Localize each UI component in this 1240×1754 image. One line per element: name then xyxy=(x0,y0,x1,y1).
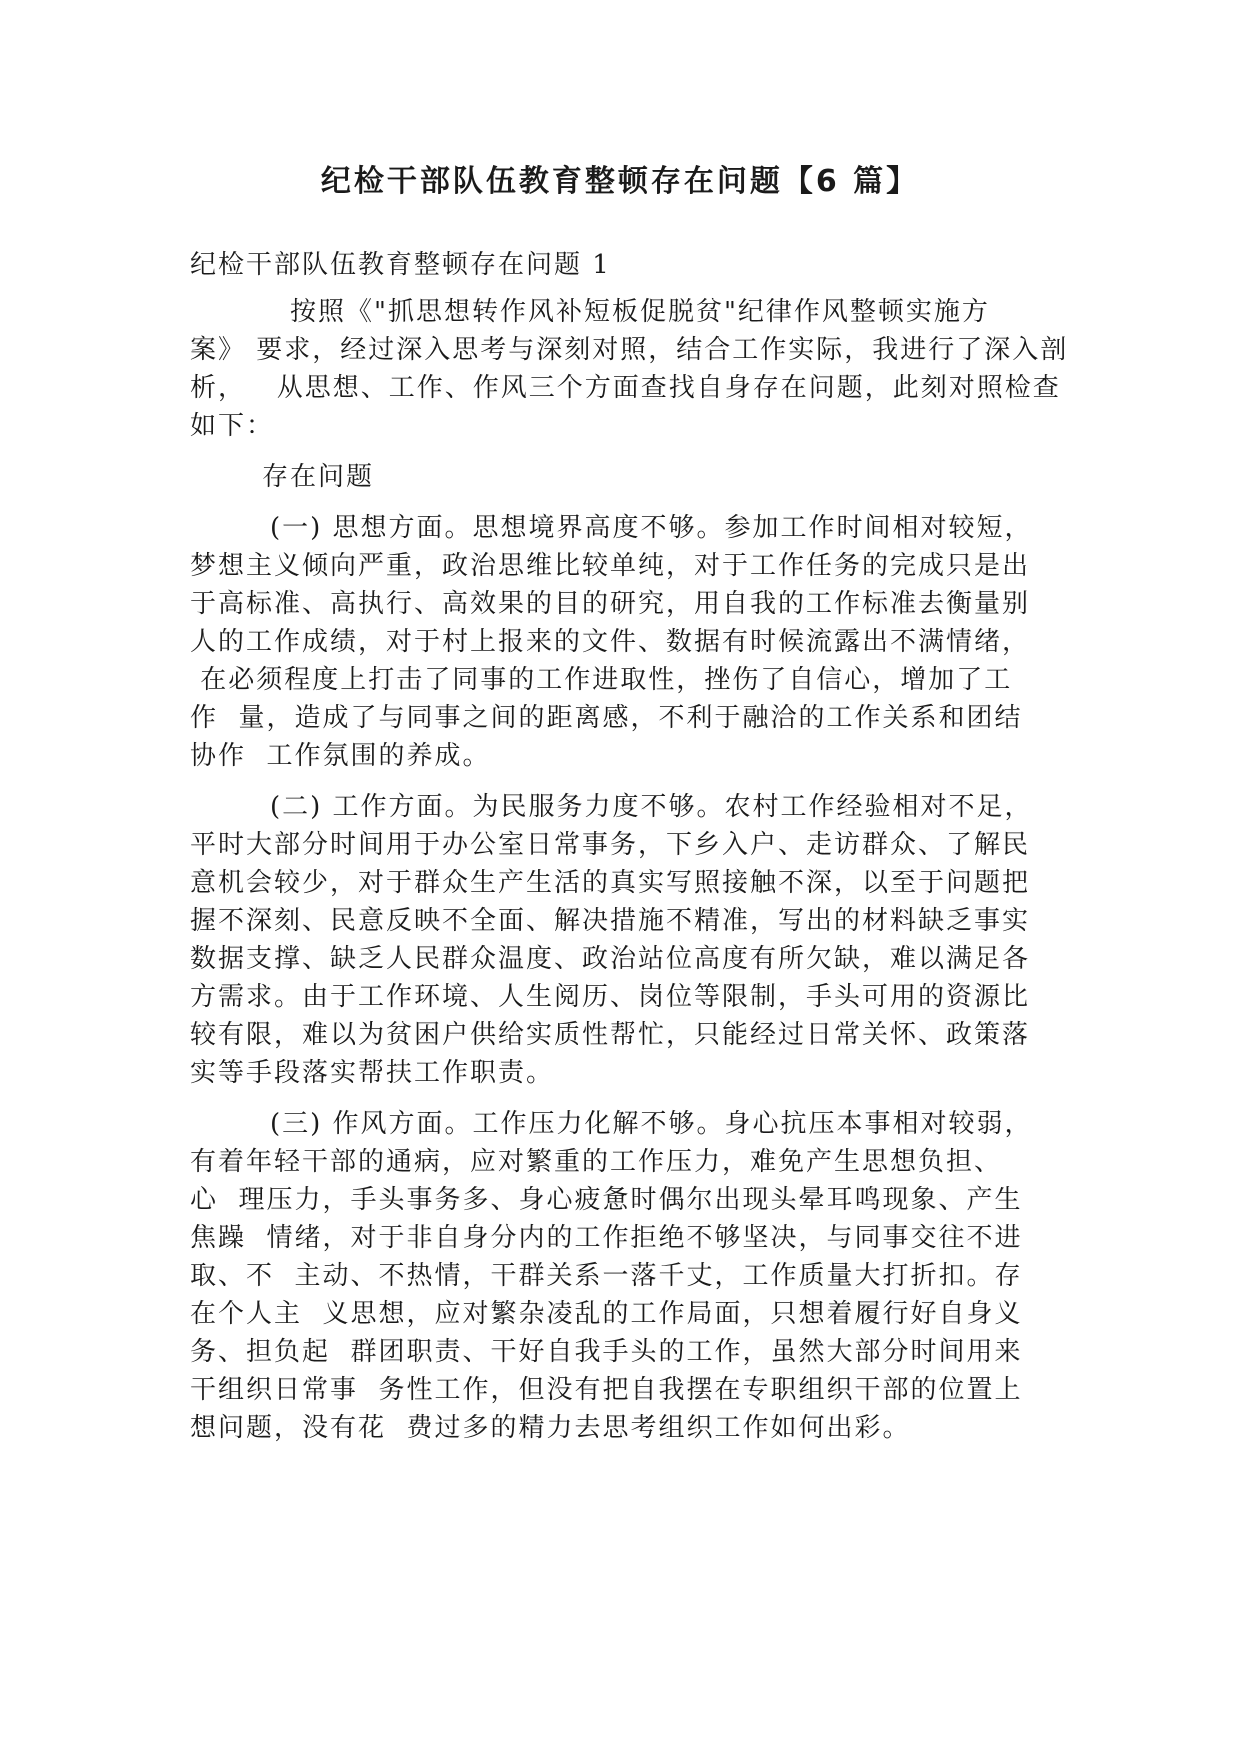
paragraph-line: 协作 工作氛围的养成。 xyxy=(190,741,491,771)
paragraph-line: 焦躁 情绪，对于非自身分内的工作拒绝不够坚决，与同事交往不进 xyxy=(190,1223,1023,1253)
paragraph-line: 在必须程度上打击了同事的工作进取性，挫伤了自信心，增加了工 xyxy=(190,665,1013,695)
paragraph-line: 想问题，没有花 费过多的精力去思考组织工作如何出彩。 xyxy=(190,1413,911,1443)
section-heading: 存在问题 xyxy=(262,462,375,492)
paragraph-line: 意机会较少，对于群众生产生活的真实写照接触不深，以至于问题把 xyxy=(190,868,1031,898)
paragraph-work xyxy=(190,788,1060,1092)
paragraph-line: (三) 作风方面。工作压力化解不够。身心抗压本事相对较弱， xyxy=(270,1109,1033,1139)
paragraph-line: 于高标准、高执行、高效果的目的研究，用自我的工作标准去衡量别 xyxy=(190,589,1031,619)
paragraph-line: 在个人主 义思想，应对繁杂凌乱的工作局面，只想着履行好自身义 xyxy=(190,1299,1023,1329)
paragraph-line: 心 理压力，手头事务多、身心疲惫时偶尔出现头晕耳鸣现象、产生 xyxy=(190,1185,1023,1215)
paragraph-line: 人的工作成绩，对于村上报来的文件、数据有时候流露出不满情绪， xyxy=(190,627,1031,657)
paragraph-line: 务、担负起 群团职责、干好自我手头的工作，虽然大部分时间用来 xyxy=(190,1337,1023,1367)
paragraph-line: 按照《"抓思想转作风补短板促脱贫"纪律作风整顿实施方 xyxy=(290,297,990,327)
paragraph-style xyxy=(190,1105,1060,1447)
problems-heading-block xyxy=(190,458,1060,496)
paragraph-line: (二) 工作方面。为民服务力度不够。农村工作经验相对不足， xyxy=(270,792,1033,822)
paragraph-line: 如下： xyxy=(190,411,275,441)
intro-paragraph xyxy=(190,293,1069,445)
document-body xyxy=(190,246,1069,1460)
paragraph-line: 方需求。由于工作环境、人生阅历、岗位等限制，手头可用的资源比 xyxy=(190,982,1031,1012)
paragraph-line: 握不深刻、民意反映不全面、解决措施不精准，写出的材料缺乏事实 xyxy=(190,906,1031,936)
paragraph-line: 取、不 主动、不热情，干群关系一落千丈，工作质量大打折扣。存 xyxy=(190,1261,1023,1291)
paragraph-line: 数据支撑、缺乏人民群众温度、政治站位高度有所欠缺，难以满足各 xyxy=(190,944,1031,974)
paragraph-thought xyxy=(190,509,1060,775)
paragraph-line: 较有限，难以为贫困户供给实质性帮忙，只能经过日常关怀、政策落 xyxy=(190,1020,1031,1050)
paragraph-line: 析， 从思想、工作、作风三个方面查找自身存在问题，此刻对照检查 xyxy=(190,373,1061,403)
paragraph-line: 有着年轻干部的通病，应对繁重的工作压力，难免产生思想负担、 xyxy=(190,1147,1003,1177)
section-subtitle: 纪检干部队伍教育整顿存在问题 1 xyxy=(190,250,611,280)
document-title: 纪检干部队伍教育整顿存在问题【6 篇】 xyxy=(320,164,920,199)
paragraph-line: (一) 思想方面。思想境界高度不够。参加工作时间相对较短， xyxy=(270,513,1033,543)
paragraph-line: 梦想主义倾向严重，政治思维比较单纯，对于工作任务的完成只是出 xyxy=(190,551,1031,581)
paragraph-line: 作 量，造成了与同事之间的距离感，不利于融洽的工作关系和团结 xyxy=(190,703,1023,733)
paragraph-line: 平时大部分时间用于办公室日常事务，下乡入户、走访群众、了解民 xyxy=(190,830,1031,860)
paragraph-line: 干组织日常事 务性工作，但没有把自我摆在专职组织干部的位置上 xyxy=(190,1375,1023,1405)
paragraph-line: 案》 要求，经过深入思考与深刻对照，结合工作实际，我进行了深入剖 xyxy=(190,335,1069,365)
paragraph-line: 实等手段落实帮扶工作职责。 xyxy=(190,1058,555,1088)
